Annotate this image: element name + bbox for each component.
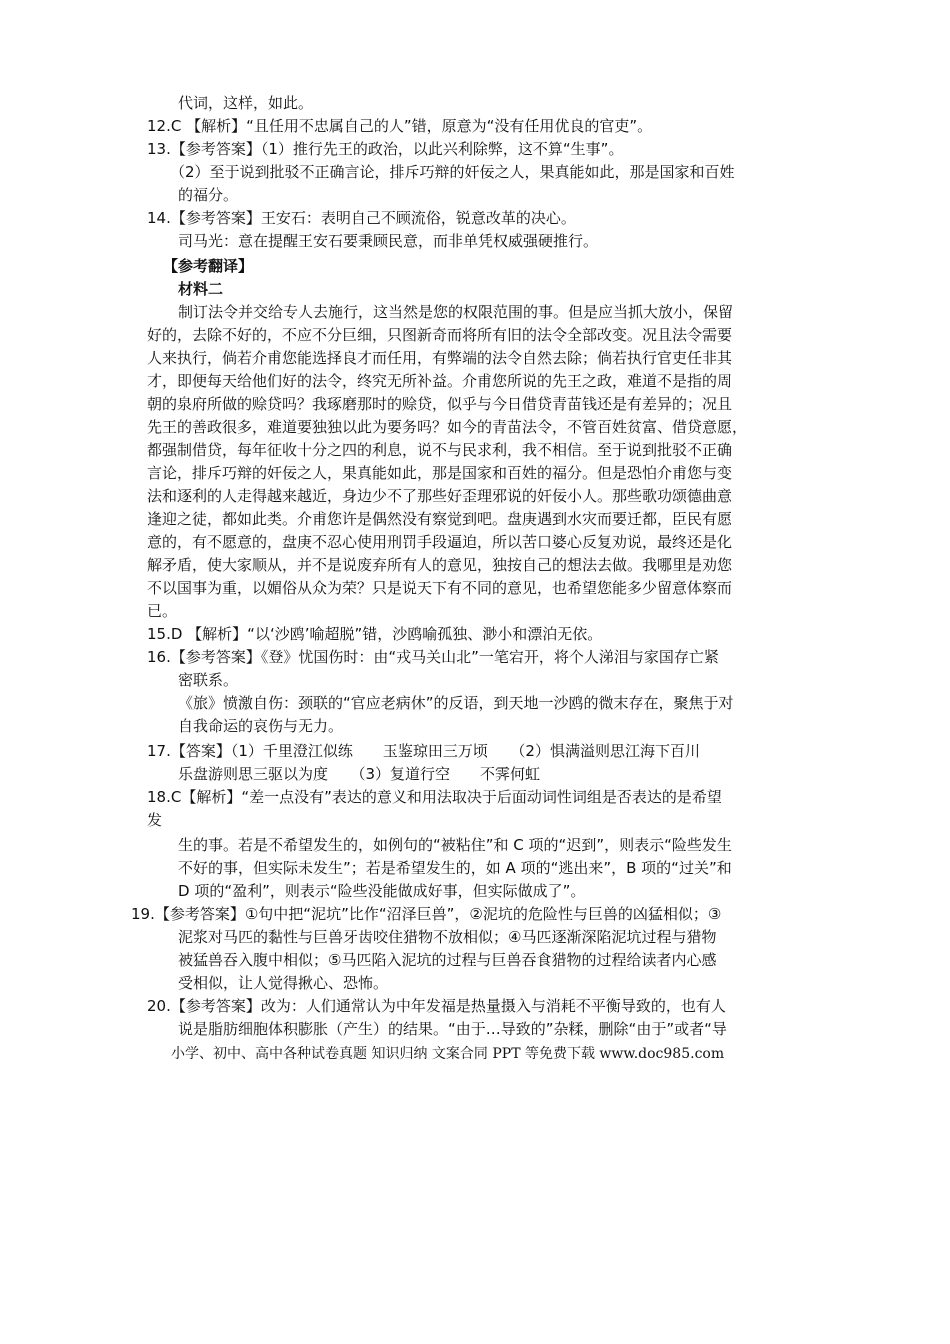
text-line: 说是脂肪细胞体积膨胀（产生）的结果。“由于…导致的”杂糅，删除“由于”或者“导: [178, 1020, 727, 1038]
answer-13-line: 13.【参考答案】（1）推行先王的政治，以此兴利除弊，这不算“生事”。: [147, 140, 624, 158]
translation-line: 人来执行，倘若介甫您能选择良才而任用，有弊端的法令自然去除；倘若执行官吏任非其: [147, 349, 733, 367]
answer-19-line: 19.【参考答案】①句中把“泥坑”比作“沼泽巨兽”，②泥坑的危险性与巨兽的凶猛相似；③: [131, 905, 722, 923]
text-line: 生的事。若是不希望发生的，如例句的“被粘住”和 C 项的“迟到”，则表示“险些发生: [178, 836, 732, 854]
translation-line: 才，即便每天给他们好的法令，终究无所补益。介甫您所说的先王之政，难道不是指的周: [147, 372, 733, 390]
text-line: 受相似，让人觉得揪心、恐怖。: [178, 974, 389, 992]
text-line: 自我命运的哀伤与无力。: [178, 717, 344, 735]
text-line: 不好的事，但实际未发生”；若是希望发生的，如 A 项的“逃出来”，B 项的“过关”和: [178, 859, 732, 877]
answer-12-line: 12.C 【解析】“且任用不忠属自己的人”错，原意为“没有任用优良的官吏”。: [147, 117, 653, 135]
answer-14-line: 14.【参考答案】王安石：表明自己不顾流俗，锐意改革的决心。: [147, 209, 576, 227]
translation-line: 言论，排斥巧辩的奸佞之人，果真能如此，那是国家和百姓的福分。但是恐怕介甫您与变: [147, 464, 733, 482]
translation-line: 逢迎之徒，都如此类。介甫您许是偶然没有察觉到吧。盘庚遇到水灾而要迁都，臣民有愿: [147, 510, 733, 528]
text-line: 司马光：意在提醒王安石要秉顾民意，而非单凭权威强硬推行。: [178, 232, 599, 250]
text-line: 被猛兽吞入腹中相似；⑤马匹陷入泥坑的过程与巨兽吞食猎物的过程给读者内心感: [178, 951, 717, 969]
text-line: 乐盘游则思三驱以为度 （3）复道行空 不霁何虹: [178, 765, 541, 783]
translation-line: 不以国事为重，以媚俗从众为荣？只是说天下有不同的意见，也希望您能多少留意体察而: [147, 579, 733, 597]
translation-line: 解矛盾，使大家顺从，并不是说废弃所有人的意见，独按自己的想法去做。我哪里是劝您: [147, 556, 733, 574]
text-line: 发: [147, 811, 163, 829]
answer-15-line: 15.D 【解析】“以‘沙鸥’喻超脱”错，沙鸥喻孤独、渺小和漂泊无依。: [147, 625, 603, 643]
text-line: 《旅》愤激自伤：颈联的“官应老病休”的反语，到天地一沙鸥的微末存在，聚焦于对: [178, 694, 734, 712]
text-line: （2）至于说到批驳不正确言论，排斥巧辩的奸佞之人，果真能如此，那是国家和百姓: [170, 163, 735, 181]
translation-line: 法和逐利的人走得越来越近，身边少不了那些好歪理邪说的奸佞小人。那些歌功颂德曲意: [147, 487, 733, 505]
translation-line: 已。: [147, 602, 178, 620]
text-line: 密联系。: [178, 671, 239, 689]
answer-17-line: 17.【答案】（1）千里澄江似练 玉鉴琼田三万顷 （2）惧满溢则思江海下百川: [147, 742, 700, 760]
translation-line: 意的，有不愿意的，盘庚不忍心使用刑罚手段逼迫，所以苦口婆心反复劝说，最终还是化: [147, 533, 733, 551]
translation-line: 制订法令并交给专人去施行，这当然是您的权限范围的事。但是应当抓大放小，保留: [178, 303, 734, 321]
translation-line: 朝的泉府所做的赊贷吗？我琢磨那时的赊贷，似乎与今日借贷青苗钱还是有差异的；况且: [147, 395, 733, 413]
text-line: D 项的“盈利”，则表示“险些没能做成好事，但实际做成了”。: [178, 882, 586, 900]
translation-line: 都强制借贷，每年征收十分之四的利息，说不与民求利，我不相信。至于说到批驳不正确: [147, 441, 733, 459]
answer-18-line: 18.C【解析】“差一点没有”表达的意义和用法取决于后面动词性词组是否表达的是希望: [147, 788, 722, 806]
translation-heading: 【参考翻译】: [163, 257, 254, 275]
answer-20-line: 20.【参考答案】改为：人们通常认为中年发福是热量摄入与消耗不平衡导致的，也有人: [147, 997, 726, 1015]
text-line: 泥浆对马匹的黏性与巨兽牙齿咬住猎物不放相似；④马匹逐渐深陷泥坑过程与猎物: [178, 928, 717, 946]
translation-line: 好的，去除不好的，不应不分巨细，只图新奇而将所有旧的法令全部改变。况且法令需要: [147, 326, 733, 344]
answer-16-line: 16.【参考答案】《登》忧国伤时：由“戎马关山北”一笔宕开，将个人涕泪与家国存亡紧: [147, 648, 719, 666]
page-footer: 小学、初中、高中各种试卷真题 知识归纳 文案合同 PPT 等免费下载 www.doc985.com: [171, 1046, 725, 1062]
material-heading: 材料二: [178, 280, 224, 298]
translation-line: 先王的善政很多，难道要独独以此为要务吗？如今的青苗法令，不管百姓贫富、借贷意愿，: [147, 418, 748, 436]
text-line: 的福分。: [178, 186, 239, 204]
text-line: 代词，这样，如此。: [178, 94, 314, 112]
